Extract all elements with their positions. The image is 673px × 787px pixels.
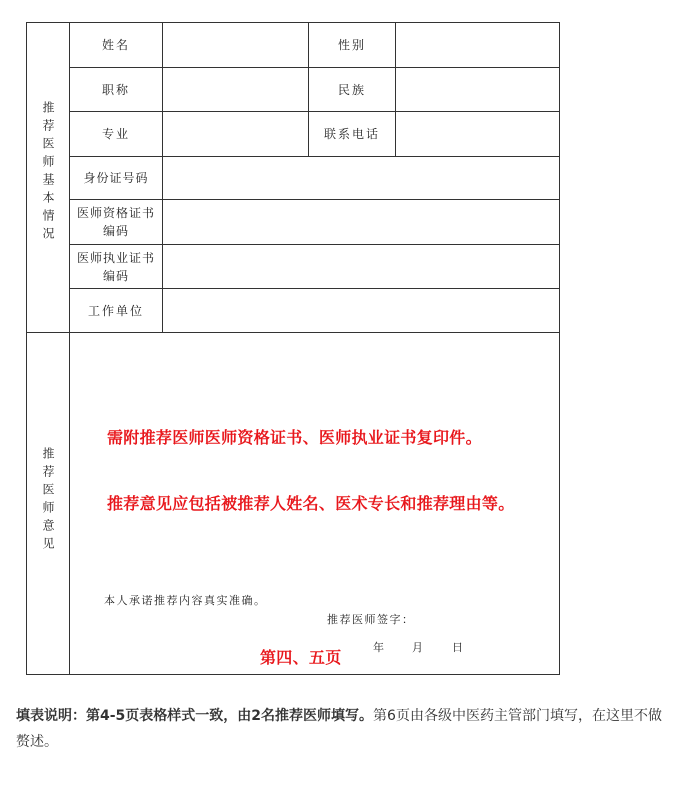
grid-line xyxy=(162,23,163,333)
section-title-basic-info: 推荐医师基本情况 xyxy=(41,101,55,245)
label-practice-cert xyxy=(70,245,162,288)
red-note-attachments: 需附推荐医师医师资格证书、医师执业证书复印件。 xyxy=(107,428,482,447)
label-qualification-cert-line2: 编码 xyxy=(102,224,129,238)
date-day: 日 xyxy=(452,641,465,654)
section-title-opinion: 推荐医师意见 xyxy=(41,447,55,555)
fill-instructions-bold: 填表说明：第4-5页表格样式一致，由2名推荐医师填写。 xyxy=(16,708,374,724)
label-ethnicity: 民族 xyxy=(337,82,366,97)
grid-line xyxy=(395,23,396,156)
label-title: 职称 xyxy=(101,82,130,97)
fill-instructions-normal: 第6页由各级中医药主管部门填写，在这里不做赘述。 xyxy=(16,708,662,750)
label-practice-cert-line1: 医师执业证书 xyxy=(76,250,155,265)
label-id-number: 身份证号码 xyxy=(83,171,149,185)
date-month: 月 xyxy=(412,641,425,654)
label-specialty: 专业 xyxy=(101,127,130,141)
label-qualification-cert xyxy=(70,200,162,244)
label-name: 姓名 xyxy=(101,38,130,52)
fill-instructions xyxy=(16,703,666,755)
label-practice-cert-line2: 编码 xyxy=(102,268,129,283)
signature-label: 推荐医师签字： xyxy=(327,613,415,626)
date-year: 年 xyxy=(373,641,386,654)
label-phone: 联系电话 xyxy=(323,127,380,141)
red-note-content: 推荐意见应包括被推荐人姓名、医术专长和推荐理由等。 xyxy=(107,494,515,513)
label-qualification-cert-line1: 医师资格证书 xyxy=(76,206,155,220)
label-gender: 性别 xyxy=(337,38,366,52)
page-tag: 第四、五页 xyxy=(260,648,342,667)
pledge-text: 本人承诺推荐内容真实准确。 xyxy=(104,594,267,607)
recommendation-form xyxy=(26,22,560,675)
grid-line xyxy=(27,332,559,333)
label-workplace: 工作单位 xyxy=(87,303,144,318)
